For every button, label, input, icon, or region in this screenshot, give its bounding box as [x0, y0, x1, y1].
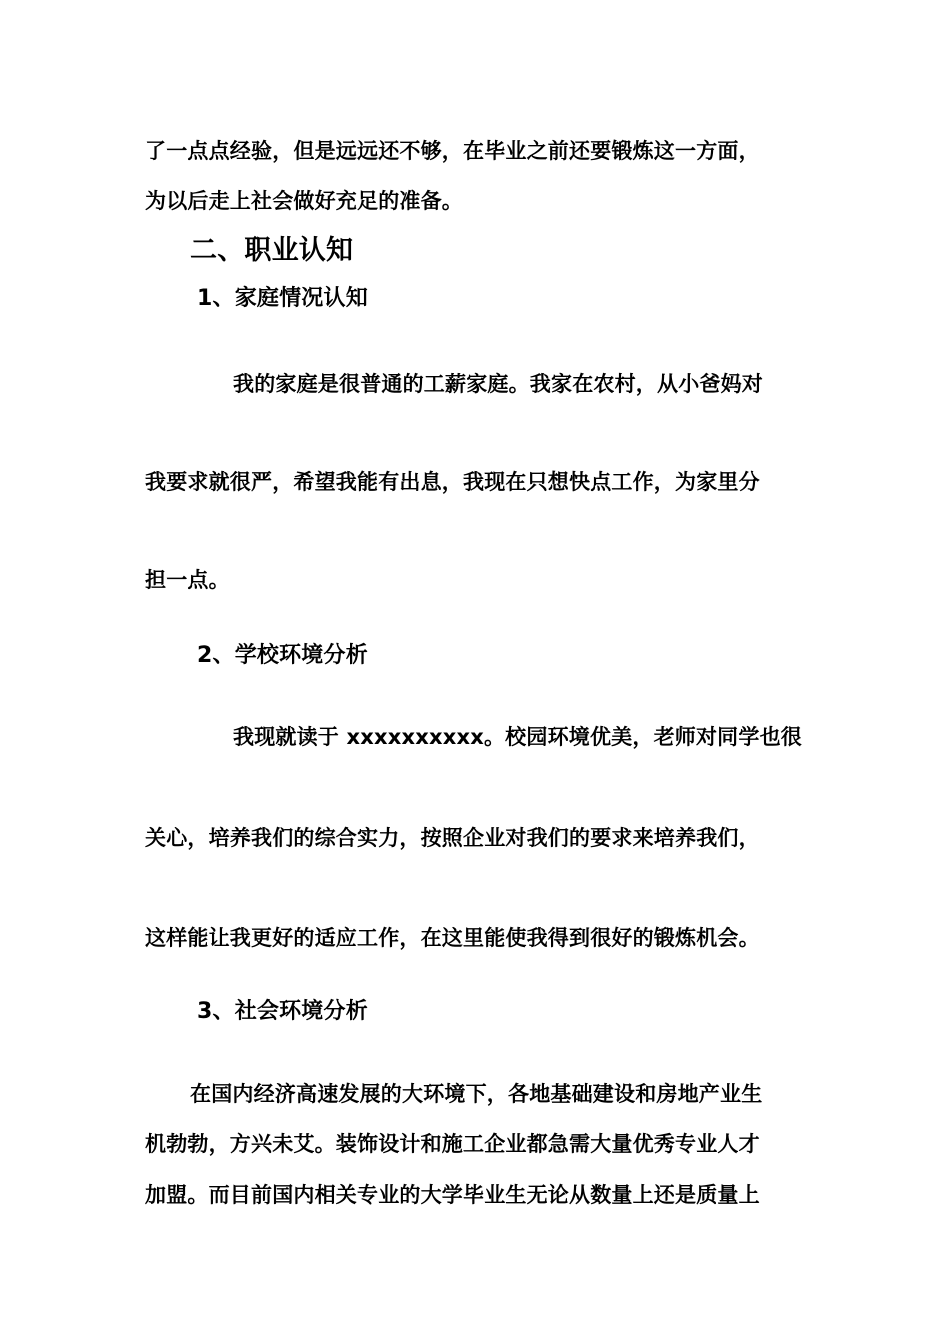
- intro-line-2: 为以后走上社会做好充足的准备。: [145, 189, 463, 213]
- paragraph-3-line-2: 机勃勃，方兴未艾。装饰设计和施工企业都急需大量优秀专业人才: [145, 1132, 760, 1156]
- paragraph-1-line-2: 我要求就很严，希望我能有出息，我现在只想快点工作，为家里分: [145, 470, 760, 494]
- paragraph-2-line-2: 关心，培养我们的综合实力，按照企业对我们的要求来培养我们，: [145, 826, 760, 850]
- paragraph-3-line-3: 加盟。而目前国内相关专业的大学毕业生无论从数量上还是质量上: [145, 1183, 760, 1207]
- paragraph-1-line-1: 我的家庭是很普通的工薪家庭。我家在农村，从小爸妈对: [233, 372, 763, 396]
- paragraph-2-line-1: 我现就读于 xxxxxxxxxx。校园环境优美，老师对同学也很: [233, 725, 802, 749]
- section-title: 二、职业认知: [190, 235, 354, 266]
- subsection-heading-2: 2、学校环境分析: [197, 643, 368, 668]
- paragraph-2-line-3: 这样能让我更好的适应工作，在这里能使我得到很好的锻炼机会。: [145, 926, 760, 950]
- intro-line-1: 了一点点经验，但是远远还不够，在毕业之前还要锻炼这一方面，: [145, 139, 760, 163]
- paragraph-1-line-3: 担一点。: [145, 568, 230, 592]
- subsection-heading-3: 3、社会环境分析: [197, 999, 368, 1024]
- subsection-heading-1: 1、家庭情况认知: [197, 286, 368, 311]
- paragraph-3-line-1: 在国内经济高速发展的大环境下，各地基础建设和房地产业生: [190, 1082, 763, 1106]
